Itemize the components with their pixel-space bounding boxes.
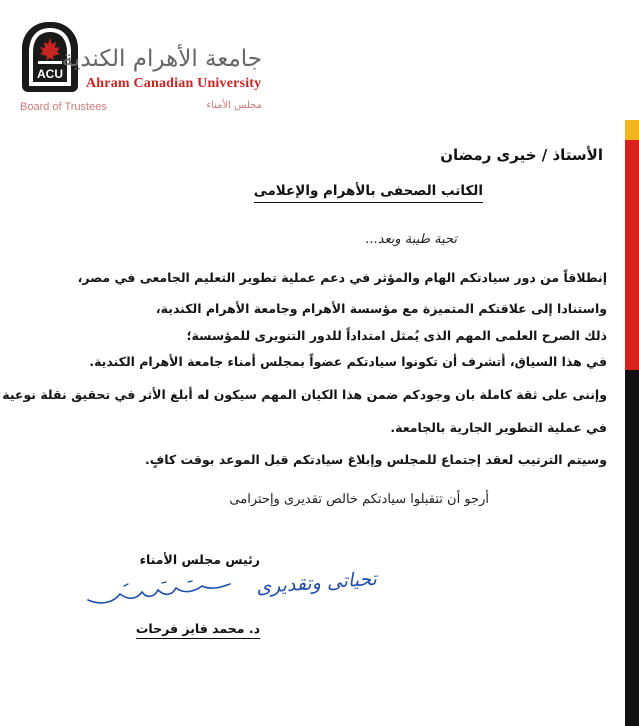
edge-strip-red	[625, 140, 639, 370]
body-line-2: واستنادا إلى علاقتكم المتميزة مع مؤسسة الأهرام وجامعة الأهرام الكندية،	[155, 301, 607, 316]
university-name-ar: جامعة الأهرام الكندية	[61, 46, 262, 72]
logo-abbr: ACU	[37, 67, 63, 81]
handwritten-note: تحياتى وتقديرى	[255, 567, 378, 599]
edge-strip-white	[625, 0, 639, 120]
body-line-5: وإننى على ثقة كاملة بان وجودكم ضمن هذا الكيان المهم سيكون له أبلغ الأثر في تحقيق نقلة نوعية	[2, 387, 607, 402]
signatory-name-wrap	[80, 618, 260, 639]
closing-line: أرجو أن تتقبلوا سيادتكم خالص تقديرى وإحترامى	[229, 492, 489, 507]
edge-strip-black	[625, 370, 639, 726]
board-of-trustees-ar: مجلس الأمناء	[206, 100, 262, 111]
board-of-trustees-en: Board of Trustees	[20, 101, 107, 113]
body-line-4: في هذا السياق، أتشرف أن تكونوا سيادتكم عضواً بمجلس أمناء جامعة الأهرام الكندية.	[89, 354, 607, 369]
addressee-subtitle: الكاتب الصحفى بالأهرام والإعلامى	[254, 183, 483, 203]
handwritten-signature	[84, 578, 234, 608]
addressee-subtitle-wrap	[254, 180, 483, 203]
signatory-name: د. محمد فايز فرحات	[136, 621, 260, 639]
body-line-7: وسيتم الترتيب لعقد إجتماع للمجلس وإبلاغ سيادتكم قبل الموعد بوقت كافٍ.	[144, 452, 607, 467]
body-line-1: إنطلاقاً من دور سيادتكم الهام والمؤثر في دعم عملية تطوير التعليم الجامعى في مصر،	[77, 270, 607, 285]
university-name-en: Ahram Canadian University	[86, 76, 262, 91]
addressee: الأستاذ / خيرى رمضان	[440, 146, 603, 164]
body-line-6: في عملية التطوير الجارية بالجامعة.	[390, 420, 607, 435]
edge-strip-yellow	[625, 120, 639, 140]
body-line-3: ذلك الصرح العلمى المهم الذى يُمثل امتداداً للدور التنويرى للمؤسسة؛	[186, 328, 607, 343]
greeting: تحية طيبة وبعد...	[365, 232, 457, 247]
signatory-title: رئيس مجلس الأمناء	[139, 552, 260, 567]
